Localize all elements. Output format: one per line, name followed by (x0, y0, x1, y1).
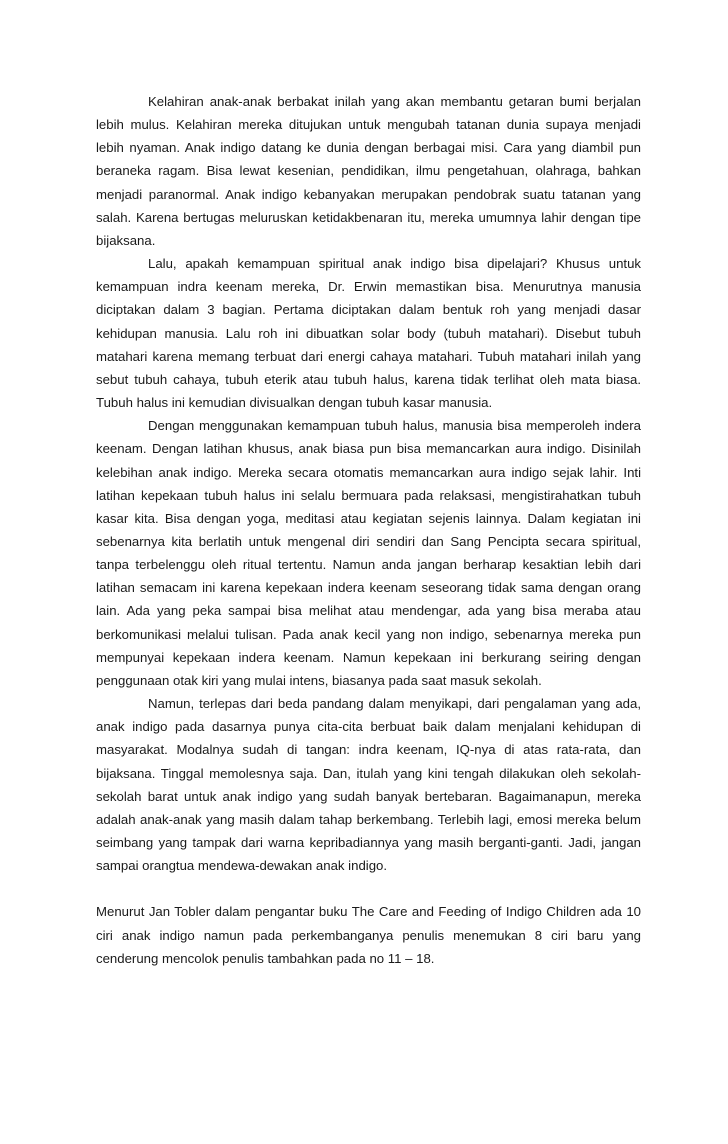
paragraph-spacer (96, 877, 641, 900)
body-paragraph-1: Kelahiran anak-anak berbakat inilah yang akan membantu getaran bumi berjalan lebih mulus. Kelahiran mereka ditujukan untuk mengubah tatanan dunia supaya menjadi lebih nyaman. Anak indigo datang ke dunia dengan berbagai misi. Cara yang diambil pun beraneka ragam. Bisa lewat kesenian, pendidikan, ilmu pengetahuan, olahraga, bahkan menjadi paranormal. Anak indigo kebanyakan merupakan pendobrak suatu tatanan yang salah. Karena bertugas meluruskan ketidakbenaran itu, mereka umumnya lahir dengan tipe bijaksana. (96, 94, 641, 248)
document-page (96, 90, 641, 970)
body-paragraph-4: Namun, terlepas dari beda pandang dalam menyikapi, dari pengalaman yang ada, anak indigo pada dasarnya punya cita-cita berbuat baik dalam menjalani kehidupan di masyarakat. Modalnya sudah di tangan: indra keenam, IQ-nya di atas rata-rata, dan bijaksana. Tinggal memolesnya saja. Dan, itulah yang kini tengah dilakukan oleh sekolah-sekolah barat untuk anak indigo yang sudah banyak bertebaran. Bagaimanapun, mereka adalah anak-anak yang masih dalam tahap berkembang. Terlebih lagi, emosi mereka belum seimbang yang tampak dari warna kepribadiannya yang masih berganti-ganti. Jadi, jangan sampai orangtua mendewa-dewakan anak indigo. (96, 696, 641, 874)
body-paragraph-2: Lalu, apakah kemampuan spiritual anak indigo bisa dipelajari? Khusus untuk kemampuan indra keenam mereka, Dr. Erwin memastikan bisa. Menurutnya manusia diciptakan dalam 3 bagian. Pertama diciptakan dalam bentuk roh yang menjadi dasar kehidupan manusia. Lalu roh ini dibuatkan solar body (tubuh matahari). Disebut tubuh matahari karena memang terbuat dari energi cahaya matahari. Tubuh matahari inilah yang sebut tubuh cahaya, tubuh eterik atau tubuh halus, karena tidak terlihat oleh mata biasa. Tubuh halus ini kemudian divisualkan dengan tubuh kasar manusia. (96, 256, 641, 411)
closing-paragraph: Menurut Jan Tobler dalam pengantar buku The Care and Feeding of Indigo Children ada 10 ciri anak indigo namun pada perkembanganya penulis menemukan 8 ciri baru yang cenderung mencolok penulis tambahkan pada no 11 – 18. (96, 904, 641, 966)
body-paragraph-3: Dengan menggunakan kemampuan tubuh halus, manusia bisa memperoleh indera keenam. Dengan latihan khusus, anak biasa pun bisa memancarkan aura indigo. Disinilah kelebihan anak indigo. Mereka secara otomatis memancarkan aura indigo sejak lahir. Inti latihan kepekaan tubuh halus ini selalu bermuara pada relaksasi, mengistirahatkan tubuh kasar kita. Bisa dengan yoga, meditasi atau kegiatan sejenis lainnya. Dalam kegiatan ini sebenarnya kita berlatih untuk mengenal diri sendiri dan Sang Pencipta secara spiritual, tanpa terbelenggu oleh ritual tertentu. Namun anda jangan berharap kesaktian lebih dari latihan semacam ini karena kepekaan indera keenam seseorang tidak sama dengan orang lain. Ada yang peka sampai bisa melihat atau mendengar, ada yang bisa meraba atau berkomunikasi melalui tulisan. Pada anak kecil yang non indigo, sebenarnya mereka pun mempunyai kepekaan indera keenam. Namun kepekaan ini berkurang seiring dengan penggunaan otak kiri yang mulai intens, biasanya pada saat masuk sekolah. (96, 418, 641, 688)
